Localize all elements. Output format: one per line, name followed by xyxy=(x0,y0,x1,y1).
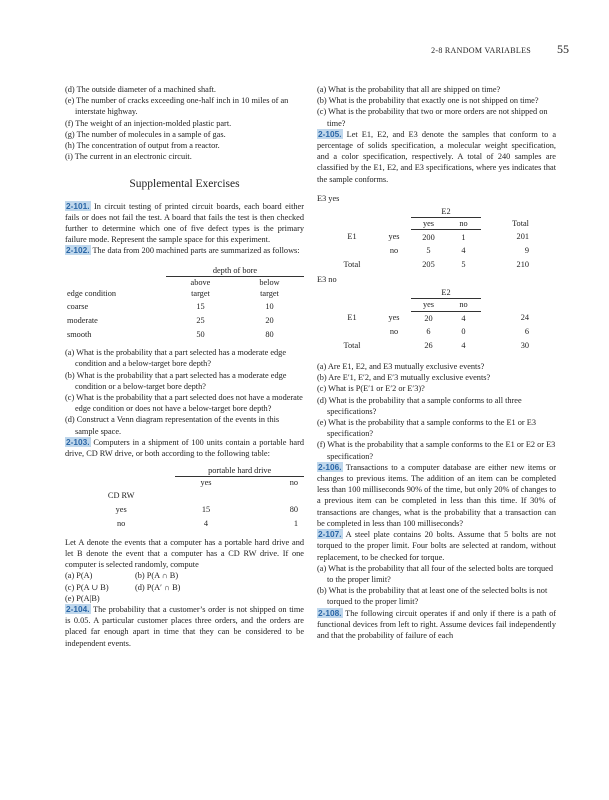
list-item: (a) Are E1, E2, and E3 mutually exclusive events? xyxy=(317,362,485,372)
exercise-list-top xyxy=(65,84,304,162)
table-group-header: portable hard drive xyxy=(175,465,304,477)
exercise-2-102-parts xyxy=(65,347,304,437)
exercise-2-102 xyxy=(65,245,304,256)
section-title: Supplemental Exercises xyxy=(129,178,240,191)
list-item: (b) P(A ∩ B) xyxy=(135,571,179,581)
list-item: (f) What is the probability that a sample conforms to the E1 or E2 or E3 specification? xyxy=(317,440,556,461)
exercise-number: 2-108. xyxy=(318,607,342,618)
exercise-2-104 xyxy=(65,604,304,649)
exercise-text: A steel plate contains 20 bolts. Assume that 5 bolts are not torqued to the proper limit. Four bolts are selected at random, without replacement, to be checked for torque. xyxy=(317,530,556,562)
left-column xyxy=(65,84,304,649)
table-cell: 200 xyxy=(411,230,446,244)
list-item: (f) The weight of an injection-molded plastic part. xyxy=(65,118,232,128)
table-cell: 24 xyxy=(520,313,529,323)
exercise-2-103-intro: Let A denote the events that a computer has a portable hard drive and let B denote the event that a computer has a CD RW drive. If one computer is selected randomly, compute xyxy=(65,537,304,570)
table-cell: 4 xyxy=(461,246,466,256)
exercise-2-104-parts xyxy=(317,84,556,129)
list-item: (c) What is the probability that a part selected does not have a moderate edge condition or does not have a below-target bore depth? xyxy=(65,393,303,414)
table-cell: 10 xyxy=(265,301,274,311)
exercise-text: Transactions to a computer database are either new items or changes to previous items. The addition of an item can be completed less than 100 milliseconds 90% of the time, but only 20% of changes to a previous item can be completed in less than this time. If 30% of transactions are changes, what is the probability that a transaction can be completed in less than 100 milliseconds? xyxy=(317,462,556,528)
table-cell: 15 xyxy=(201,505,211,515)
table-cell: 1 xyxy=(293,519,298,529)
exercise-2-101 xyxy=(65,201,304,246)
table-cell: 0 xyxy=(461,327,466,337)
table-col-header: yes xyxy=(200,478,212,488)
table-cell: 25 xyxy=(196,315,205,325)
table-cell: 80 xyxy=(265,329,274,339)
exercise-2-107-parts xyxy=(317,563,556,608)
table-cell: 50 xyxy=(196,329,205,339)
table-row xyxy=(327,325,529,339)
table-col-header: yes xyxy=(422,219,435,229)
exercise-number: 2-106. xyxy=(318,461,342,472)
table-title: E3 yes xyxy=(317,193,340,203)
table-row-header: E1 xyxy=(347,232,357,242)
table-col-header: no xyxy=(289,478,298,488)
table-cell: 30 xyxy=(520,341,529,351)
list-item: (b) What is the probability that exactly one is not shipped on time? xyxy=(317,96,539,106)
exercise-text: The data from 200 machined parts are summarized as follows: xyxy=(92,246,300,256)
exercise-2-103 xyxy=(65,437,304,459)
exercise-number: 2-107. xyxy=(318,529,342,540)
table-cell: yes xyxy=(115,505,127,515)
table-title: E3 no xyxy=(317,274,337,284)
table-cell: no xyxy=(389,327,399,337)
exercise-2-106 xyxy=(317,462,556,529)
table-cell: 26 xyxy=(424,341,433,351)
table-cell: yes xyxy=(388,313,400,323)
exercise-2-103-parts xyxy=(65,570,180,604)
exercise-text: In circuit testing of printed circuit boards, each board either fails or does not fail the test. A board that fails the test is then checked further to determine which one of five defect types is the primary failure mode. Represent the sample space for this experiment. xyxy=(65,201,304,245)
list-item: (b) Are E′1, E′2, and E′3 mutually exclusive events? xyxy=(317,373,491,383)
table-e3-yes xyxy=(327,206,529,272)
table-cell: Total xyxy=(343,341,361,351)
table-cell: coarse xyxy=(67,301,89,311)
list-item: (a) What is the probability that a part selected has a moderate edge condition and a below-target bore depth? xyxy=(65,348,287,369)
list-item: (g) The number of molecules in a sample of gas. xyxy=(65,129,226,139)
exercise-2-105 xyxy=(317,129,556,185)
table-group-header: depth of bore xyxy=(166,265,304,277)
table-row-header: CD RW xyxy=(107,491,135,501)
table-row xyxy=(67,503,304,517)
table-e3-no xyxy=(327,287,529,353)
table-cell: 4 xyxy=(203,519,209,529)
table-row xyxy=(67,517,304,531)
table-group-header: E2 xyxy=(411,287,481,299)
exercise-text: Computers in a shipment of 100 units contain a portable hard drive, CD RW drive, or both according to the following table: xyxy=(65,437,305,459)
table-cell: no xyxy=(389,246,399,256)
table-cell: 210 xyxy=(516,260,529,270)
table-cell: yes xyxy=(388,232,400,242)
exercise-text: The following circuit operates if and only if there is a path of functional devices from left to right. Assume devices fail independently and that the probability of failure of each xyxy=(317,608,556,640)
table-cell: 6 xyxy=(524,327,529,337)
table-cell: 201 xyxy=(516,232,529,242)
exercise-2-105-parts xyxy=(317,361,556,462)
exercise-number: 2-101. xyxy=(66,200,90,211)
list-item: (c) What is the probability that two or more orders are not shipped on time? xyxy=(317,107,548,128)
table-col-header: target xyxy=(260,289,279,299)
exercise-number: 2-104. xyxy=(66,603,90,614)
table-row xyxy=(67,313,304,327)
list-item: (e) The number of cracks exceeding one-half inch in 10 miles of an interstate highway. xyxy=(65,96,289,117)
table-col-header: no xyxy=(459,300,468,310)
table-col-header: Total xyxy=(512,219,529,229)
list-item: (d) Construct a Venn diagram representation of the events in this sample space. xyxy=(65,415,280,436)
list-item: (i) The current in an electronic circuit. xyxy=(65,152,192,162)
list-item: (c) P(A ∪ B) xyxy=(65,582,109,592)
list-item: (b) What is the probability that at least one of the selected bolts is not torqued to the proper limit? xyxy=(317,586,548,607)
table-row xyxy=(327,258,529,272)
exercise-number: 2-105. xyxy=(318,128,342,139)
list-item: (d) The outside diameter of a machined shaft. xyxy=(65,85,216,94)
table-cell: Total xyxy=(343,260,361,270)
table-cell: 4 xyxy=(446,311,481,325)
table-row-header: E1 xyxy=(347,313,357,323)
table-row xyxy=(67,299,304,313)
table-row-header: edge condition xyxy=(67,289,117,299)
table-cell: 80 xyxy=(289,505,298,515)
exercise-number: 2-102. xyxy=(66,245,90,256)
list-item: (b) What is the probability that a part selected has a moderate edge condition or a below-target bore depth? xyxy=(65,370,287,391)
list-item: (a) What is the probability that all four of the selected bolts are torqued to the proper limit? xyxy=(317,563,553,584)
table-cell: 5 xyxy=(461,260,466,270)
table-cell: 205 xyxy=(422,260,435,270)
table-col-header: yes xyxy=(422,300,435,310)
table-col-header: above xyxy=(190,277,211,287)
table-cell: 20 xyxy=(265,315,274,325)
table-cell: 20 xyxy=(411,311,446,325)
exercise-number: 2-103. xyxy=(66,436,90,447)
list-item: (c) What is P(E′1 or E′2 or E′3)? xyxy=(317,384,425,394)
list-item: (h) The concentration of output from a reactor. xyxy=(65,141,220,151)
table-row xyxy=(67,327,304,341)
exercise-2-107 xyxy=(317,529,556,563)
list-item: (e) P(A|B) xyxy=(65,593,100,603)
right-column xyxy=(317,84,556,641)
exercise-text: The probability that a customer’s order is not shipped on time is 0.05. A particular customer places three orders, and the orders are placed far enough apart in time that they can be considered to be independent events. xyxy=(65,604,304,648)
list-item: (a) What is the probability that all are shipped on time? xyxy=(317,85,501,94)
table-cell: 9 xyxy=(524,246,529,256)
table-row xyxy=(327,339,529,353)
table-cell: 5 xyxy=(426,246,431,256)
table-cell: 4 xyxy=(461,341,466,351)
table-cell: no xyxy=(117,519,126,529)
table-cell: moderate xyxy=(67,315,98,325)
table-cell: 1 xyxy=(446,230,481,244)
table-depth-of-bore xyxy=(67,265,304,342)
list-item: (a) P(A) xyxy=(65,571,93,581)
exercise-2-108 xyxy=(317,608,556,642)
page-number: 55 xyxy=(557,42,569,56)
table-portable-hard-drive xyxy=(67,465,304,530)
table-row xyxy=(327,230,529,244)
list-item: (e) What is the probability that a sample conforms to the E1 or E3 specification? xyxy=(317,418,536,439)
table-col-header: target xyxy=(191,289,210,299)
table-cell: smooth xyxy=(67,329,92,339)
page-header xyxy=(0,41,609,61)
list-item: (d) What is the probability that a sample conforms to all three specifications? xyxy=(317,395,522,416)
table-group-header: E2 xyxy=(411,206,481,218)
exercise-text: Let E1, E2, and E3 denote the samples that conform to a percentage of solids specification, a molecular weight specification, and a color specification, respectively. A total of 240 samples are classified by the E1, E2, and E3 specifications, where yes indicates that the sample conforms. xyxy=(317,129,556,184)
table-row xyxy=(327,311,529,325)
table-cell: 6 xyxy=(426,327,431,337)
running-head: 2-8 RANDOM VARIABLES xyxy=(431,46,531,55)
table-row xyxy=(327,244,529,258)
table-col-header: no xyxy=(459,219,468,229)
list-item: (d) P(A′ ∩ B) xyxy=(135,582,181,592)
table-col-header: below xyxy=(259,277,280,287)
table-cell: 15 xyxy=(196,301,205,311)
